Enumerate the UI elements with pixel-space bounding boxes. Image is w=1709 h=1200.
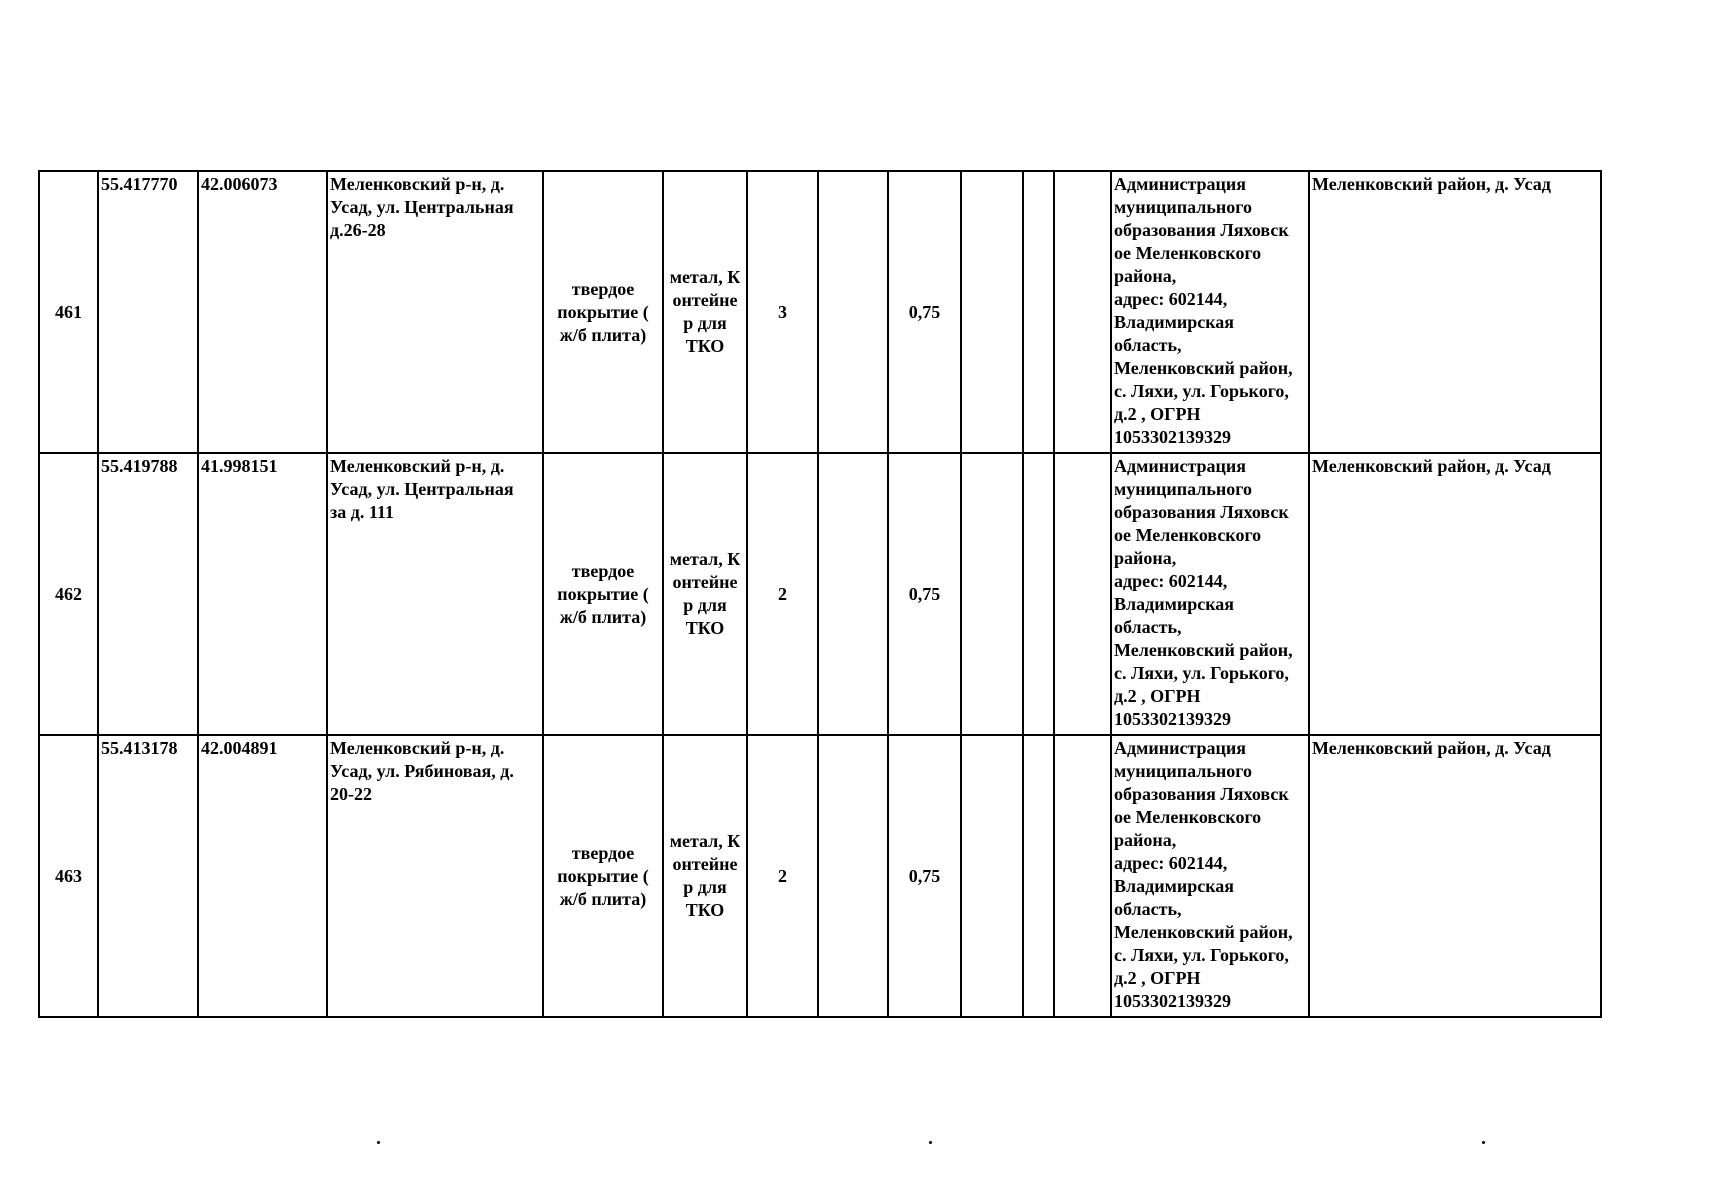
waste-source-cell: Меленковский район, д. Усад: [1309, 453, 1601, 735]
row-number: 463: [39, 735, 98, 1017]
empty-cell: [818, 453, 888, 735]
empty-cell: [1023, 453, 1054, 735]
container-volume-cell: 0,75: [888, 453, 961, 735]
empty-cell: [1023, 735, 1054, 1017]
container-type-cell: [663, 171, 747, 453]
table-row: [39, 453, 1601, 735]
owner-cell: [1111, 453, 1309, 735]
longitude-cell: 42.004891: [198, 735, 327, 1017]
row-number: 462: [39, 453, 98, 735]
container-volume-cell: 0,75: [888, 735, 961, 1017]
address-cell: [327, 735, 543, 1017]
row-number: 461: [39, 171, 98, 453]
scan-dot: [929, 1141, 932, 1144]
address-text: Меленковский р-н, д. Усад, ул. Центральная за д. 111: [330, 456, 514, 522]
container-type-cell: [663, 453, 747, 735]
empty-cell: [1023, 171, 1054, 453]
empty-cell: [961, 453, 1023, 735]
empty-cell: [1054, 453, 1111, 735]
owner-cell: [1111, 735, 1309, 1017]
container-type-text: метал, К онтейне р для ТКО: [669, 267, 741, 356]
longitude-cell: 42.006073: [198, 171, 327, 453]
empty-cell: [961, 735, 1023, 1017]
empty-cell: [1054, 171, 1111, 453]
address-text: Меленковский р-н, д. Усад, ул. Рябиновая, д. 20-22: [330, 738, 514, 804]
scan-dot: [377, 1141, 380, 1144]
container-sites-table: [38, 170, 1602, 1018]
waste-source-cell: Меленковский район, д. Усад: [1309, 735, 1601, 1017]
surface-cell: [543, 735, 663, 1017]
container-type-text: метал, К онтейне р для ТКО: [669, 831, 741, 920]
container-count-cell: 3: [747, 171, 818, 453]
owner-text: Администрация муниципального образования Ляховск ое Меленковского района, адрес: 602144, Владимирская область, Меленковский район, с. Ляхи, ул. Горького, д.2 , ОГРН 1053302139329: [1114, 738, 1293, 1011]
empty-cell: [818, 735, 888, 1017]
table-row: [39, 735, 1601, 1017]
table-row: [39, 171, 1601, 453]
longitude-cell: 41.998151: [198, 453, 327, 735]
address-cell: [327, 453, 543, 735]
container-type-cell: [663, 735, 747, 1017]
scan-dot: [1482, 1141, 1485, 1144]
latitude-cell: 55.413178: [98, 735, 198, 1017]
address-text: Меленковский р-н, д. Усад, ул. Центральная д.26-28: [330, 174, 514, 240]
address-cell: [327, 171, 543, 453]
container-type-text: метал, К онтейне р для ТКО: [669, 549, 741, 638]
owner-cell: [1111, 171, 1309, 453]
surface-text: твердое покрытие ( ж/б плита): [557, 560, 649, 627]
empty-cell: [1054, 735, 1111, 1017]
surface-text: твердое покрытие ( ж/б плита): [557, 278, 649, 345]
owner-text: Администрация муниципального образования Ляховск ое Меленковского района, адрес: 602144, Владимирская область, Меленковский район, с. Ляхи, ул. Горького, д.2 , ОГРН 1053302139329: [1114, 456, 1293, 729]
surface-cell: [543, 171, 663, 453]
surface-text: твердое покрытие ( ж/б плита): [557, 842, 649, 909]
empty-cell: [961, 171, 1023, 453]
container-volume-cell: 0,75: [888, 171, 961, 453]
empty-cell: [818, 171, 888, 453]
waste-source-cell: Меленковский район, д. Усад: [1309, 171, 1601, 453]
container-count-cell: 2: [747, 735, 818, 1017]
latitude-cell: 55.417770: [98, 171, 198, 453]
latitude-cell: 55.419788: [98, 453, 198, 735]
owner-text: Администрация муниципального образования Ляховск ое Меленковского района, адрес: 602144, Владимирская область, Меленковский район, с. Ляхи, ул. Горького, д.2 , ОГРН 1053302139329: [1114, 174, 1293, 447]
surface-cell: [543, 453, 663, 735]
container-count-cell: 2: [747, 453, 818, 735]
